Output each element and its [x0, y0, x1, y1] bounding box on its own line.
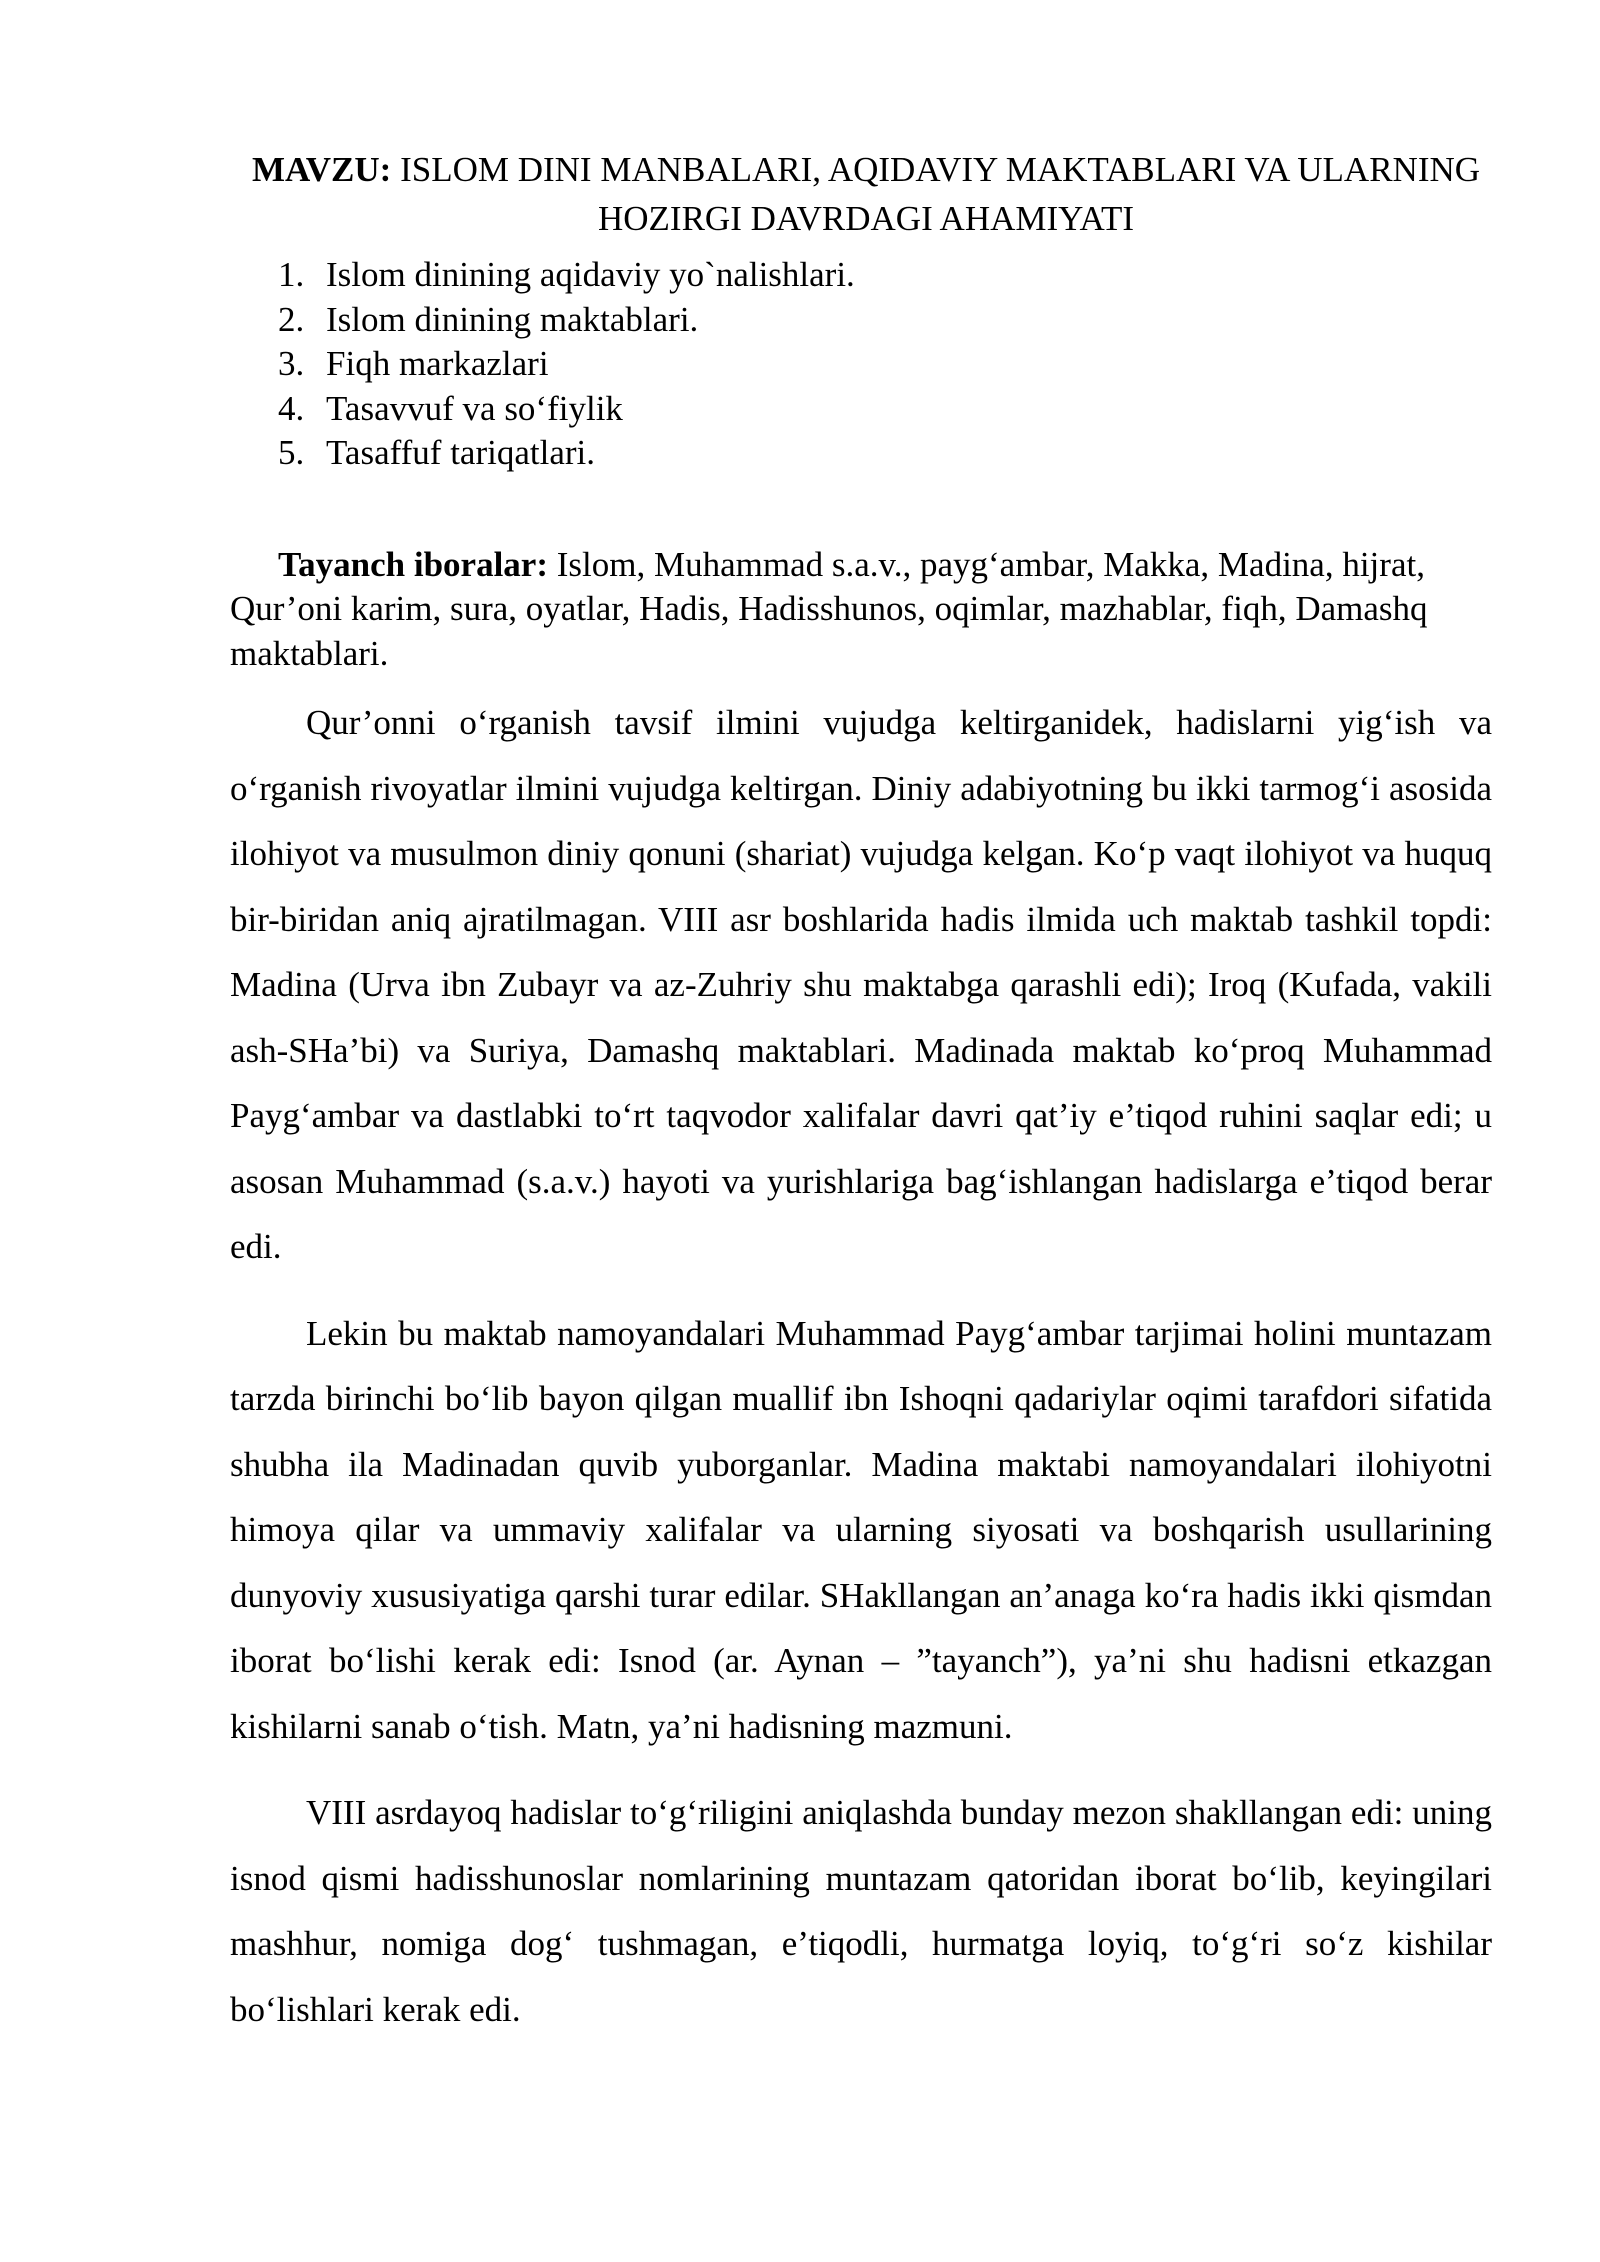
topic-plan-list — [230, 253, 1492, 476]
plan-item — [230, 298, 1492, 343]
title-label: MAVZU: — [251, 150, 392, 189]
body-paragraph-3: VIII asrdayoq hadislar to‘g‘riligini aniqlashda bunday mezon shakllangan edi: uning isnod qismi hadisshunoslar nomlarining muntazam qatoridan iborat bo‘lib, keyingilari mashhur, nomiga dog‘ tushmagan, e’tiqodli, hurmatga loyiq, to‘g‘ri so‘z kishilar bo‘lishlari kerak edi. — [230, 1793, 1492, 2029]
plan-item-number: 2. — [278, 299, 305, 339]
plan-item-number: 4. — [278, 388, 305, 428]
plan-item — [230, 431, 1492, 476]
plan-item-text: Islom dinining maktablari. — [326, 299, 699, 339]
plan-item — [230, 253, 1492, 298]
body-paragraph-1: Qur’onni o‘rganish tavsif ilmini vujudga keltirganidek, hadislarni yig‘ish va o‘rganish rivoyatlar ilmini vujudga keltirgan. Diniy adabiyotning bu ikki tarmog‘i asosida ilohiyot va musulmon diniy qonuni (shariat) vujudga kelgan. Ko‘p vaqt ilohiyot va huquq bir-biridan aniq ajratilmagan. VIII asr boshlarida hadis ilmida uch maktab tashkil topdi: Madina (Urva ibn Zubayr va az-Zuhriy shu maktabga qarashli edi); Iroq (Kufada, vakili ash-SHa’bi) va Suriya, Damashq maktablari. Madinada maktab ko‘proq Muhammad Payg‘ambar va dastlabki to‘rt taqvodor xalifalar davri qat’iy e’tiqod ruhini saqlar edi; u asosan Muhammad (s.a.v.) hayoti va yurishlariga bag‘ishlangan hadislarga e’tiqod berar edi. — [230, 703, 1492, 1266]
plan-item-text: Islom dinining aqidaviy yo`nalishlari. — [326, 255, 855, 294]
keywords-label: Tayanch iboralar: — [278, 544, 548, 584]
body-paragraph-2: Lekin bu maktab namoyandalari Muhammad Payg‘ambar tarjimai holini muntazam tarzda birinchi bo‘lib bayon qilgan muallif ibn Ishoqni qadariylar oqimi tarafdori sifatida shubha ila Madinadan quvib yuborganlar. Madina maktabi namoyandalari ilohiyotni himoya qilar va ummaviy xalifalar va ularning siyosati va boshqarish usullarining dunyoviy xususiyatiga qarshi turar edilar. SHakllangan an’anaga ko‘ra hadis ikki qismdan iborat bo‘lishi kerak edi: Isnod (ar. Aynan – ”tayanch”), ya’ni shu hadisni etkazgan kishilarni sanab o‘tish. Matn, ya’ni hadisning mazmuni. — [230, 1313, 1492, 1746]
plan-item-number: 1. — [278, 255, 305, 294]
plan-item — [230, 387, 1492, 432]
title-text: ISLOM DINI MANBALARI, AQIDAVIY MAKTABLARI VA ULARNING HOZIRGI DAVRDAGI AHAMIYATI — [391, 150, 1481, 238]
plan-item-number: 3. — [278, 344, 305, 383]
document-title — [230, 145, 1492, 243]
keywords-text: Islom, Muhammad s.a.v., payg‘ambar, Makka, Madina, hijrat, Qur’oni karim, sura, oyatlar, Hadis, Hadisshunos, oqimlar, mazhablar, fiqh, Damashq maktablari. — [230, 544, 1428, 673]
plan-item-text: Tasavvuf va so‘fiylik — [326, 388, 623, 428]
plan-item-number: 5. — [278, 433, 305, 472]
keywords-paragraph — [230, 543, 1492, 677]
plan-item — [230, 342, 1492, 387]
plan-item-text: Fiqh markazlari — [326, 344, 549, 383]
plan-item-text: Tasaffuf tariqatlari. — [326, 433, 595, 472]
document-page — [230, 145, 1492, 2042]
